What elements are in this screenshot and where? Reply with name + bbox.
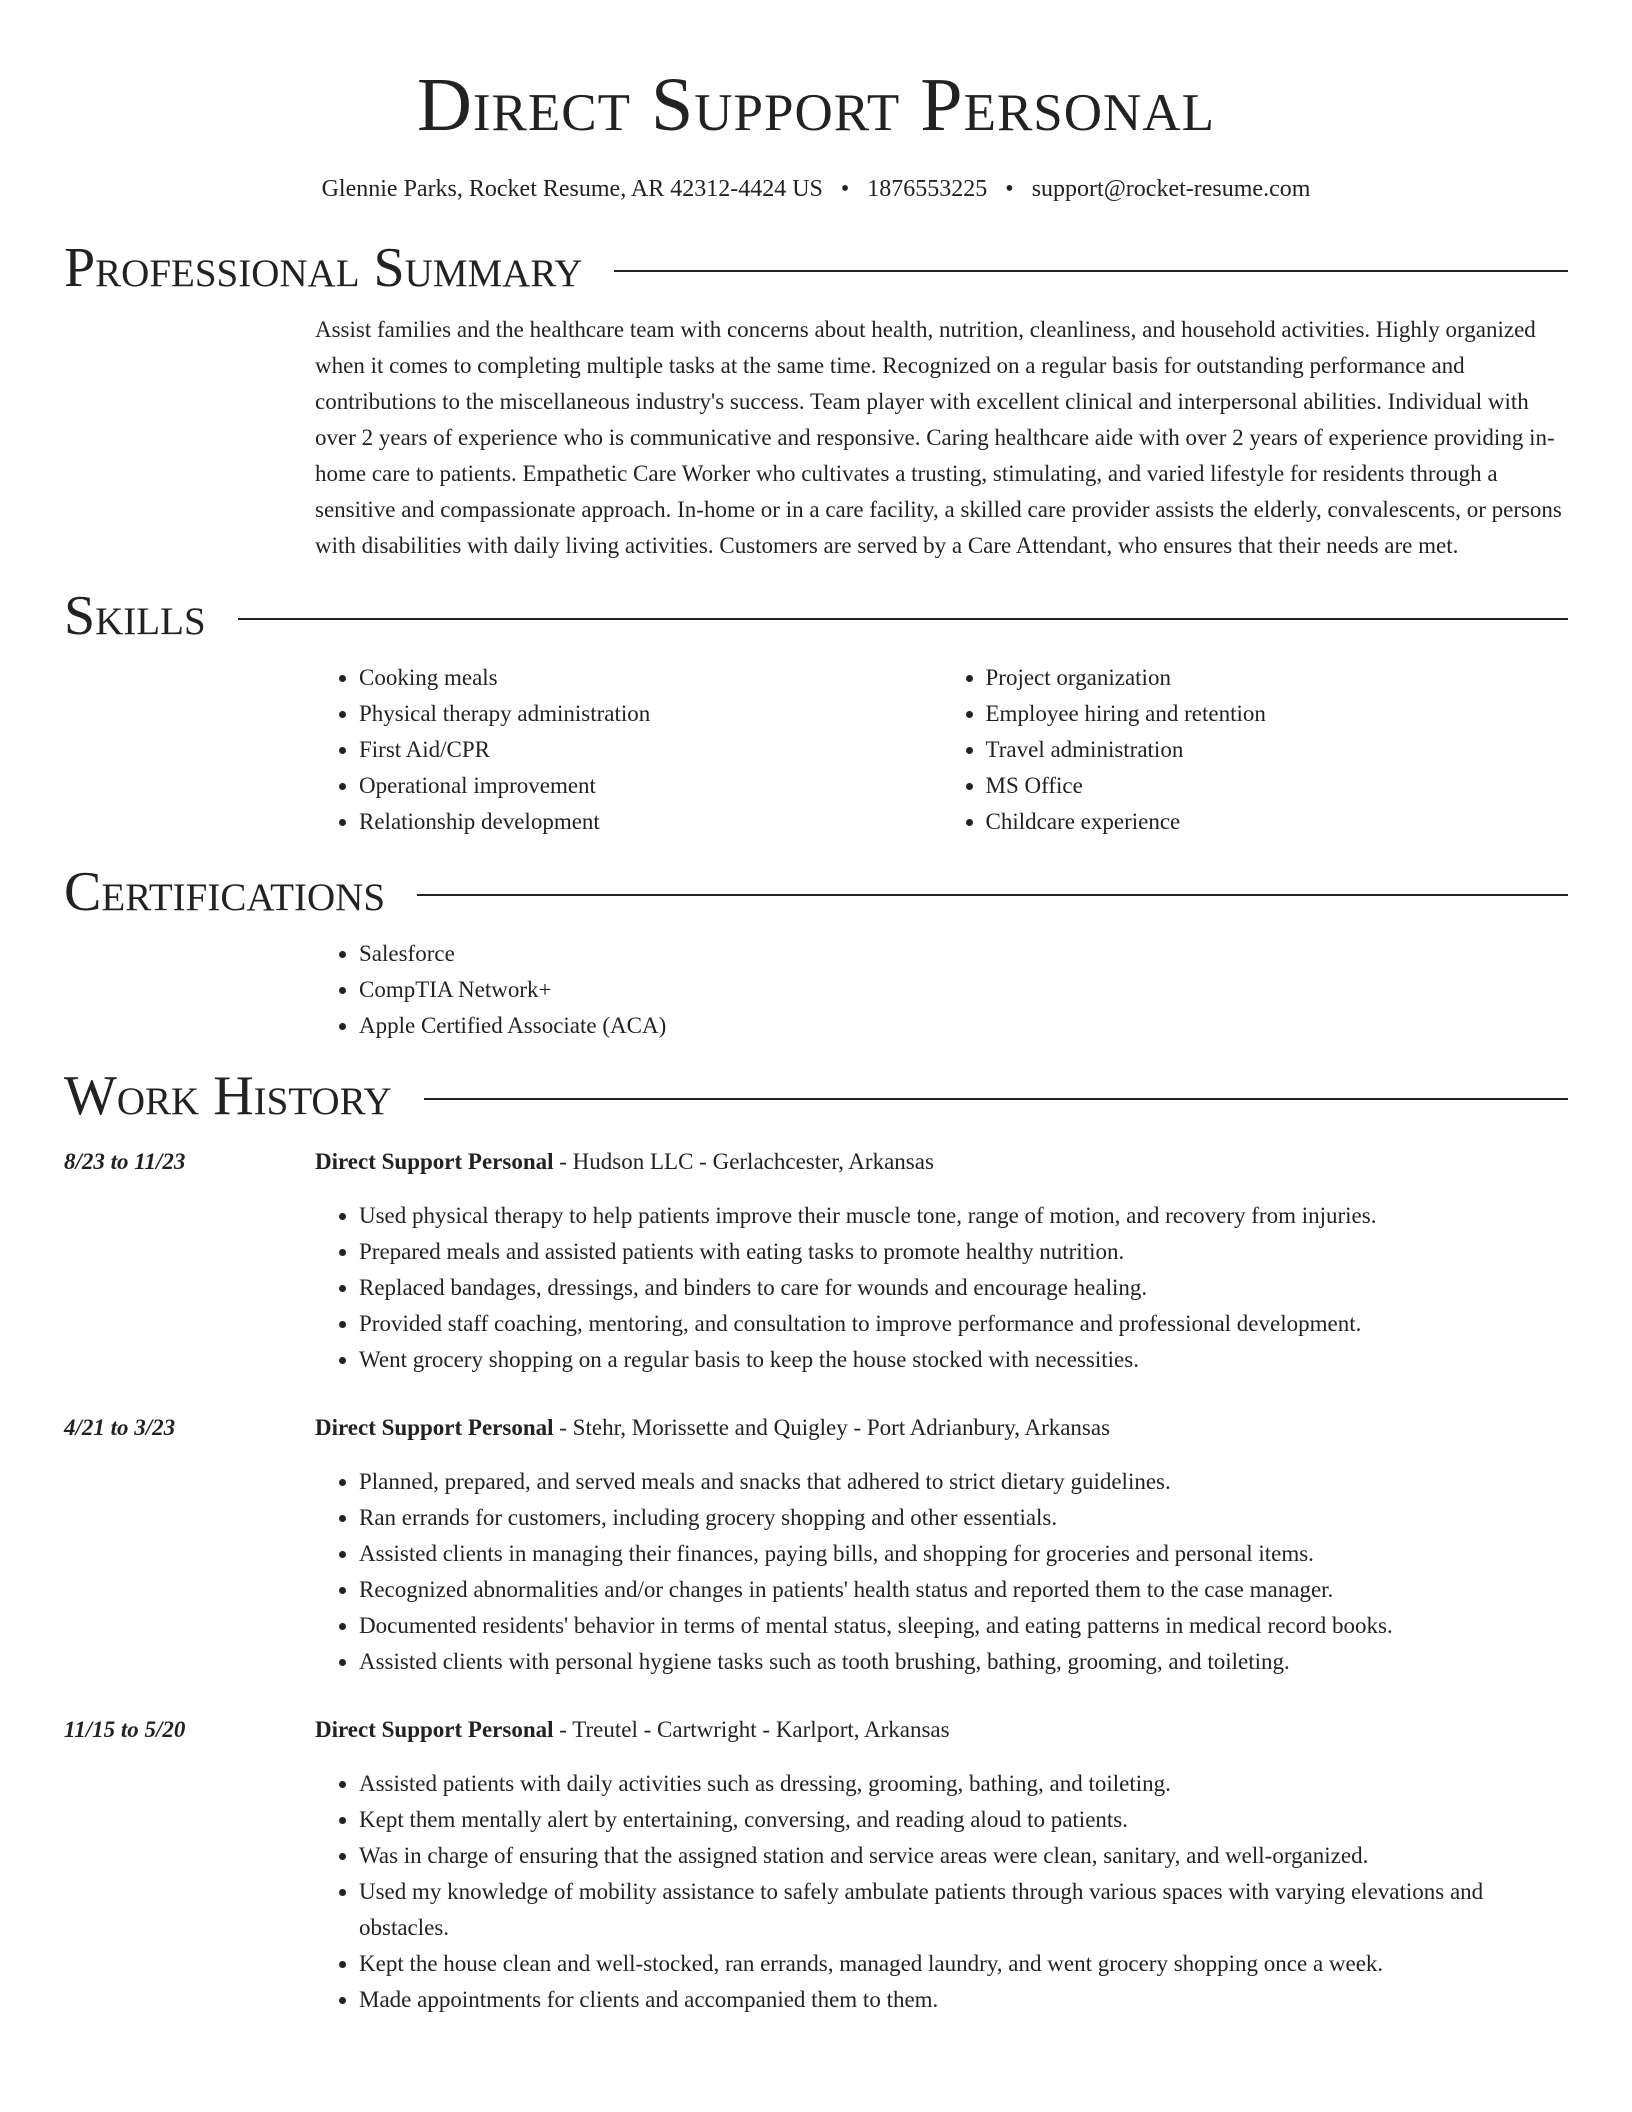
job-bullets [315,1198,1568,1378]
job-heading [315,1144,1568,1180]
skills-section-header [64,584,1568,648]
skill-item: • Cooking meals [359,660,942,696]
job-role: Direct Support Personal [315,1149,554,1174]
job-role: Direct Support Personal [315,1415,554,1440]
skills-columns [315,660,1568,840]
resume-page [64,0,1568,2018]
job-dates: 8/23 to 11/23 [64,1149,186,1174]
skill-item: • Physical therapy administration [359,696,942,732]
certifications-section-header [64,860,1568,924]
job-bullet: • Assisted patients with daily activities such as dressing, grooming, bathing, and toileting. [359,1766,1568,1802]
job-dates: 11/15 to 5/20 [64,1717,186,1742]
summary-section-header [64,236,1568,300]
summary-section-title: Professional Summary [64,237,583,299]
skills-list-right [942,660,1569,840]
skill-item: • Travel administration [986,732,1569,768]
job-bullet: • Planned, prepared, and served meals and snacks that adhered to strict dietary guidelines. [359,1464,1568,1500]
job-body [315,1410,1568,1680]
contact-address: Glennie Parks, Rocket Resume, AR 42312-4424 US [321,176,823,202]
job-heading [315,1712,1568,1748]
skill-item: • Project organization [986,660,1569,696]
job-bullet: • Kept them mentally alert by entertaining, conversing, and reading aloud to patients. [359,1802,1568,1838]
job-role: Direct Support Personal [315,1717,554,1742]
job-bullet: • Replaced bandages, dressings, and binders to care for wounds and encourage healing. [359,1270,1568,1306]
skill-item: • Childcare experience [986,804,1569,840]
job-bullet: • Provided staff coaching, mentoring, and consultation to improve performance and professional development. [359,1306,1568,1342]
certifications-section-title: Certifications [64,861,386,923]
contact-separator: • [840,176,850,202]
certifications-list [315,936,1568,1044]
job-bullet: • Recognized abnormalities and/or changes in patients' health status and reported them to the case manager. [359,1572,1568,1608]
job-bullets [315,1766,1568,2018]
certification-item: • Apple Certified Associate (ACA) [359,1008,1568,1044]
job-bullet: • Documented residents' behavior in terms of mental status, sleeping, and eating patterns in medical record books. [359,1608,1568,1644]
job-body [315,1712,1568,2018]
section-divider [238,618,1568,620]
job-bullet: • Kept the house clean and well-stocked, ran errands, managed laundry, and went grocery shopping once a week. [359,1946,1568,1982]
work-section-title: Work History [64,1065,392,1127]
resume-name: Direct Support Personal [417,63,1215,147]
job-bullets [315,1464,1568,1680]
job-entry [64,1144,1568,1378]
skills-section-title: Skills [64,585,206,647]
skill-item: • MS Office [986,768,1569,804]
job-entry [64,1712,1568,2018]
job-heading [315,1410,1568,1446]
contact-email: support@rocket-resume.com [1031,176,1311,202]
job-bullet: • Assisted clients with personal hygiene tasks such as tooth brushing, bathing, grooming, and toileting. [359,1644,1568,1680]
contact-separator: • [1005,176,1014,202]
job-bullet: • Assisted clients in managing their finances, paying bills, and shopping for groceries and personal items. [359,1536,1568,1572]
job-employer: - Treutel - Cartwright - Karlport, Arkansas [553,1717,950,1742]
certification-item: • CompTIA Network+ [359,972,1568,1008]
job-dates: 4/21 to 3/23 [64,1415,176,1440]
contact-line [64,174,1568,204]
section-divider [417,894,1568,896]
summary-text: Assist families and the healthcare team with concerns about health, nutrition, cleanliness, and household activities. Highly organized when it comes to completing multiple tasks at the same time. Recognized on a regular basis for outstanding performance and contributions to the miscellaneous industry's success. Team player with excellent clinical and interpersonal abilities. Individual with over 2 years of experience who is communicative and responsive. Caring healthcare aide with over 2 years of experience providing in-home care to patients. Empathetic Care Worker who cultivates a trusting, stimulating, and varied lifestyle for residents through a sensitive and compassionate approach. In-home or in a care facility, a skilled care provider assists the elderly, convalescents, or persons with disabilities with daily living activities. Customers are served by a Care Attendant, who ensures that their needs are met. [315,317,1562,558]
job-bullet: • Ran errands for customers, including grocery shopping and other essentials. [359,1500,1568,1536]
skill-item: • Employee hiring and retention [986,696,1569,732]
skill-item: • Relationship development [359,804,942,840]
work-section-header [64,1064,1568,1128]
skill-item: • Operational improvement [359,768,942,804]
job-body [315,1144,1568,1378]
job-bullet: • Used my knowledge of mobility assistance to safely ambulate patients through various spaces with varying elevations and obstacles. [359,1874,1568,1946]
job-employer: - Hudson LLC - Gerlachcester, Arkansas [553,1149,934,1174]
job-bullet: • Was in charge of ensuring that the assigned station and service areas were clean, sanitary, and well-organized. [359,1838,1568,1874]
job-employer: - Stehr, Morissette and Quigley - Port Adrianbury, Arkansas [553,1415,1111,1440]
section-divider [424,1098,1568,1100]
certifications-block [315,936,1568,1044]
skill-item: • First Aid/CPR [359,732,942,768]
job-bullet: • Made appointments for clients and accompanied them to them. [359,1982,1568,2018]
section-divider [614,270,1568,272]
contact-phone: 1876553225 [867,176,988,202]
skills-list-left [315,660,942,840]
job-entry [64,1410,1568,1680]
certification-item: • Salesforce [359,936,1568,972]
job-bullet: • Prepared meals and assisted patients with eating tasks to promote healthy nutrition. [359,1234,1568,1270]
job-bullet: • Went grocery shopping on a regular basis to keep the house stocked with necessities. [359,1342,1568,1378]
job-bullet: • Used physical therapy to help patients improve their muscle tone, range of motion, and recovery from injuries. [359,1198,1568,1234]
